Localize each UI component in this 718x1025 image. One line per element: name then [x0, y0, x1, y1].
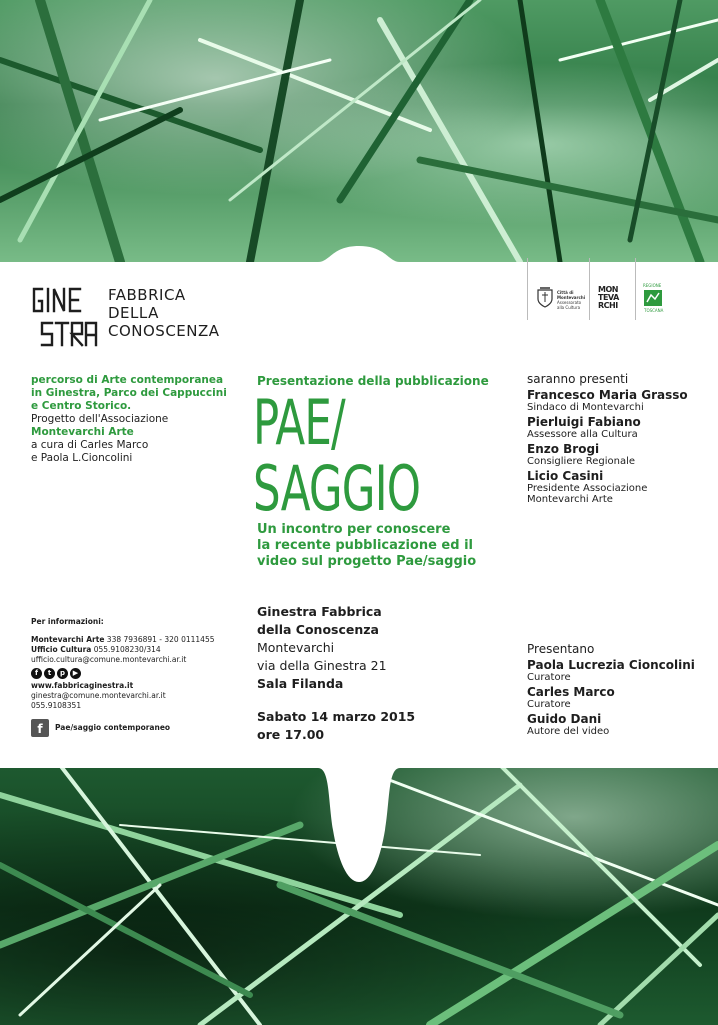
event-lead [257, 522, 497, 570]
website-link[interactable]: www.fabbricaginestra.it [31, 681, 134, 690]
grass-photo-top [0, 0, 718, 262]
partner-regione [635, 258, 670, 320]
monte-art-line-2: TEVA [598, 293, 619, 302]
logo-word-1: FABBRICA [108, 286, 186, 304]
presenters-list [527, 642, 695, 737]
venue-room: Sala Filanda [257, 676, 344, 691]
regione-toscana-logo-icon [644, 290, 662, 306]
association-name: Montevarchi Arte [31, 426, 134, 438]
email-link[interactable]: ginestra@comune.montevarchi.ar.it [31, 691, 166, 700]
contact-info [31, 617, 231, 737]
info-line-1-label: Montevarchi Arte [31, 635, 105, 644]
guest-item [527, 416, 688, 440]
info-line-2-value: 055.9108230/314 [91, 645, 161, 654]
info-line-2 [31, 645, 231, 655]
monte-art-logo-icon [598, 286, 619, 310]
monte-art-line-1: MON [598, 285, 618, 294]
guest-name: Francesco Maria Grasso [527, 388, 688, 402]
presenter-name: Carles Marco [527, 685, 615, 699]
info-line-1 [31, 635, 231, 645]
social-icons [31, 668, 231, 679]
facebook-page-label[interactable]: Pae/saggio contemporaneo [55, 723, 171, 732]
presenter-name: Paola Lucrezia Cioncolini [527, 658, 695, 672]
lead-line-2: la recente pubblicazione ed il [257, 538, 473, 553]
event-title-line-2: SAGGIO [253, 452, 421, 525]
guest-item [527, 389, 688, 413]
presenter-role: Curatore [527, 699, 571, 710]
panel-bottom-edge [0, 760, 718, 890]
grass-blades-top [0, 0, 718, 262]
event-time: ore 17.00 [257, 727, 325, 742]
partner-monte-art [589, 258, 634, 320]
info-line-1-value: 338 7936891 - 320 0111455 [104, 635, 215, 644]
presenter-role: Autore del video [527, 726, 610, 737]
curated-line-1: a cura di Carles Marco [31, 439, 149, 451]
lead-line-1: Un incontro per conoscere [257, 522, 451, 537]
logo-word-3: CONOSCENZA [108, 322, 220, 340]
guest-name: Licio Casini [527, 469, 604, 483]
guests-heading: saranno presenti [527, 372, 629, 386]
twitter-icon[interactable]: t [44, 668, 55, 679]
guest-name: Pierluigi Fabiano [527, 415, 641, 429]
guest-item [527, 470, 688, 505]
info-line-2-label: Ufficio Cultura [31, 645, 92, 654]
venue-city: Montevarchi [257, 640, 335, 655]
guests-list [527, 372, 688, 505]
event-title-line-1: PAE/ [253, 386, 345, 459]
lead-line-3: video sul progetto Pae/saggio [257, 554, 477, 569]
partner-comune-line-1: Città di [557, 290, 574, 295]
pinterest-icon[interactable]: p [57, 668, 68, 679]
partner-comune-line-4: alla Cultura [557, 305, 581, 310]
facebook-square-icon[interactable]: f [31, 719, 49, 737]
presenter-item [527, 713, 695, 737]
project-highlight-3: e Centro Storico. [31, 400, 132, 412]
youtube-icon[interactable]: ▶ [70, 668, 81, 679]
presenter-name: Guido Dani [527, 712, 602, 726]
partner-comune-line-2: Montevarchi [557, 295, 586, 300]
event-datetime [257, 708, 415, 744]
regione-line-1: REGIONE [643, 283, 662, 288]
event-date: Sabato 14 marzo 2015 [257, 709, 416, 724]
presenter-item [527, 686, 695, 710]
partner-comune-line-3: Assessorato [557, 300, 582, 305]
info-line-3[interactable]: ufficio.cultura@comune.montevarchi.ar.it [31, 655, 187, 664]
presenter-item [527, 659, 695, 683]
partner-logos [527, 258, 667, 320]
info-heading: Per informazioni: [31, 617, 104, 626]
project-highlight-2: in Ginestra, Parco dei Cappuccini [31, 387, 227, 399]
venue-name-2: della Conoscenza [257, 622, 379, 637]
presenter-role: Curatore [527, 672, 571, 683]
curated-line-2: e Paola L.Cioncolini [31, 452, 133, 464]
guest-name: Enzo Brogi [527, 442, 600, 456]
facebook-page-row[interactable] [31, 719, 231, 737]
guest-role: Sindaco di Montevarchi [527, 402, 644, 413]
partner-comune [527, 258, 588, 320]
logo-wordmark [108, 286, 220, 340]
guest-item [527, 443, 688, 467]
logo-word-2: DELLA [108, 304, 159, 322]
venue-name-1: Ginestra Fabbrica [257, 604, 382, 619]
event-title [253, 386, 467, 525]
phone-number: 055.9108351 [31, 701, 82, 710]
presenters-heading: Presentano [527, 642, 595, 656]
project-line: Progetto dell'Associazione [31, 413, 169, 425]
guest-role: Assessore alla Cultura [527, 429, 638, 440]
guest-role: Consigliere Regionale [527, 456, 635, 467]
event-venue [257, 603, 387, 693]
facebook-icon[interactable]: f [31, 668, 42, 679]
guest-role-2: Montevarchi Arte [527, 494, 613, 505]
montevarchi-crest-icon [536, 286, 554, 308]
event-subtitle: Presentazione della pubblicazione [257, 374, 489, 388]
project-highlight-1: percorso di Arte contemporanea [31, 374, 224, 386]
regione-line-2: TOSCANA [644, 308, 664, 313]
project-description [31, 374, 231, 465]
guest-role: Presidente Associazione [527, 483, 648, 494]
venue-address: via della Ginestra 21 [257, 658, 387, 673]
monte-art-line-3: RCHI [598, 301, 618, 310]
